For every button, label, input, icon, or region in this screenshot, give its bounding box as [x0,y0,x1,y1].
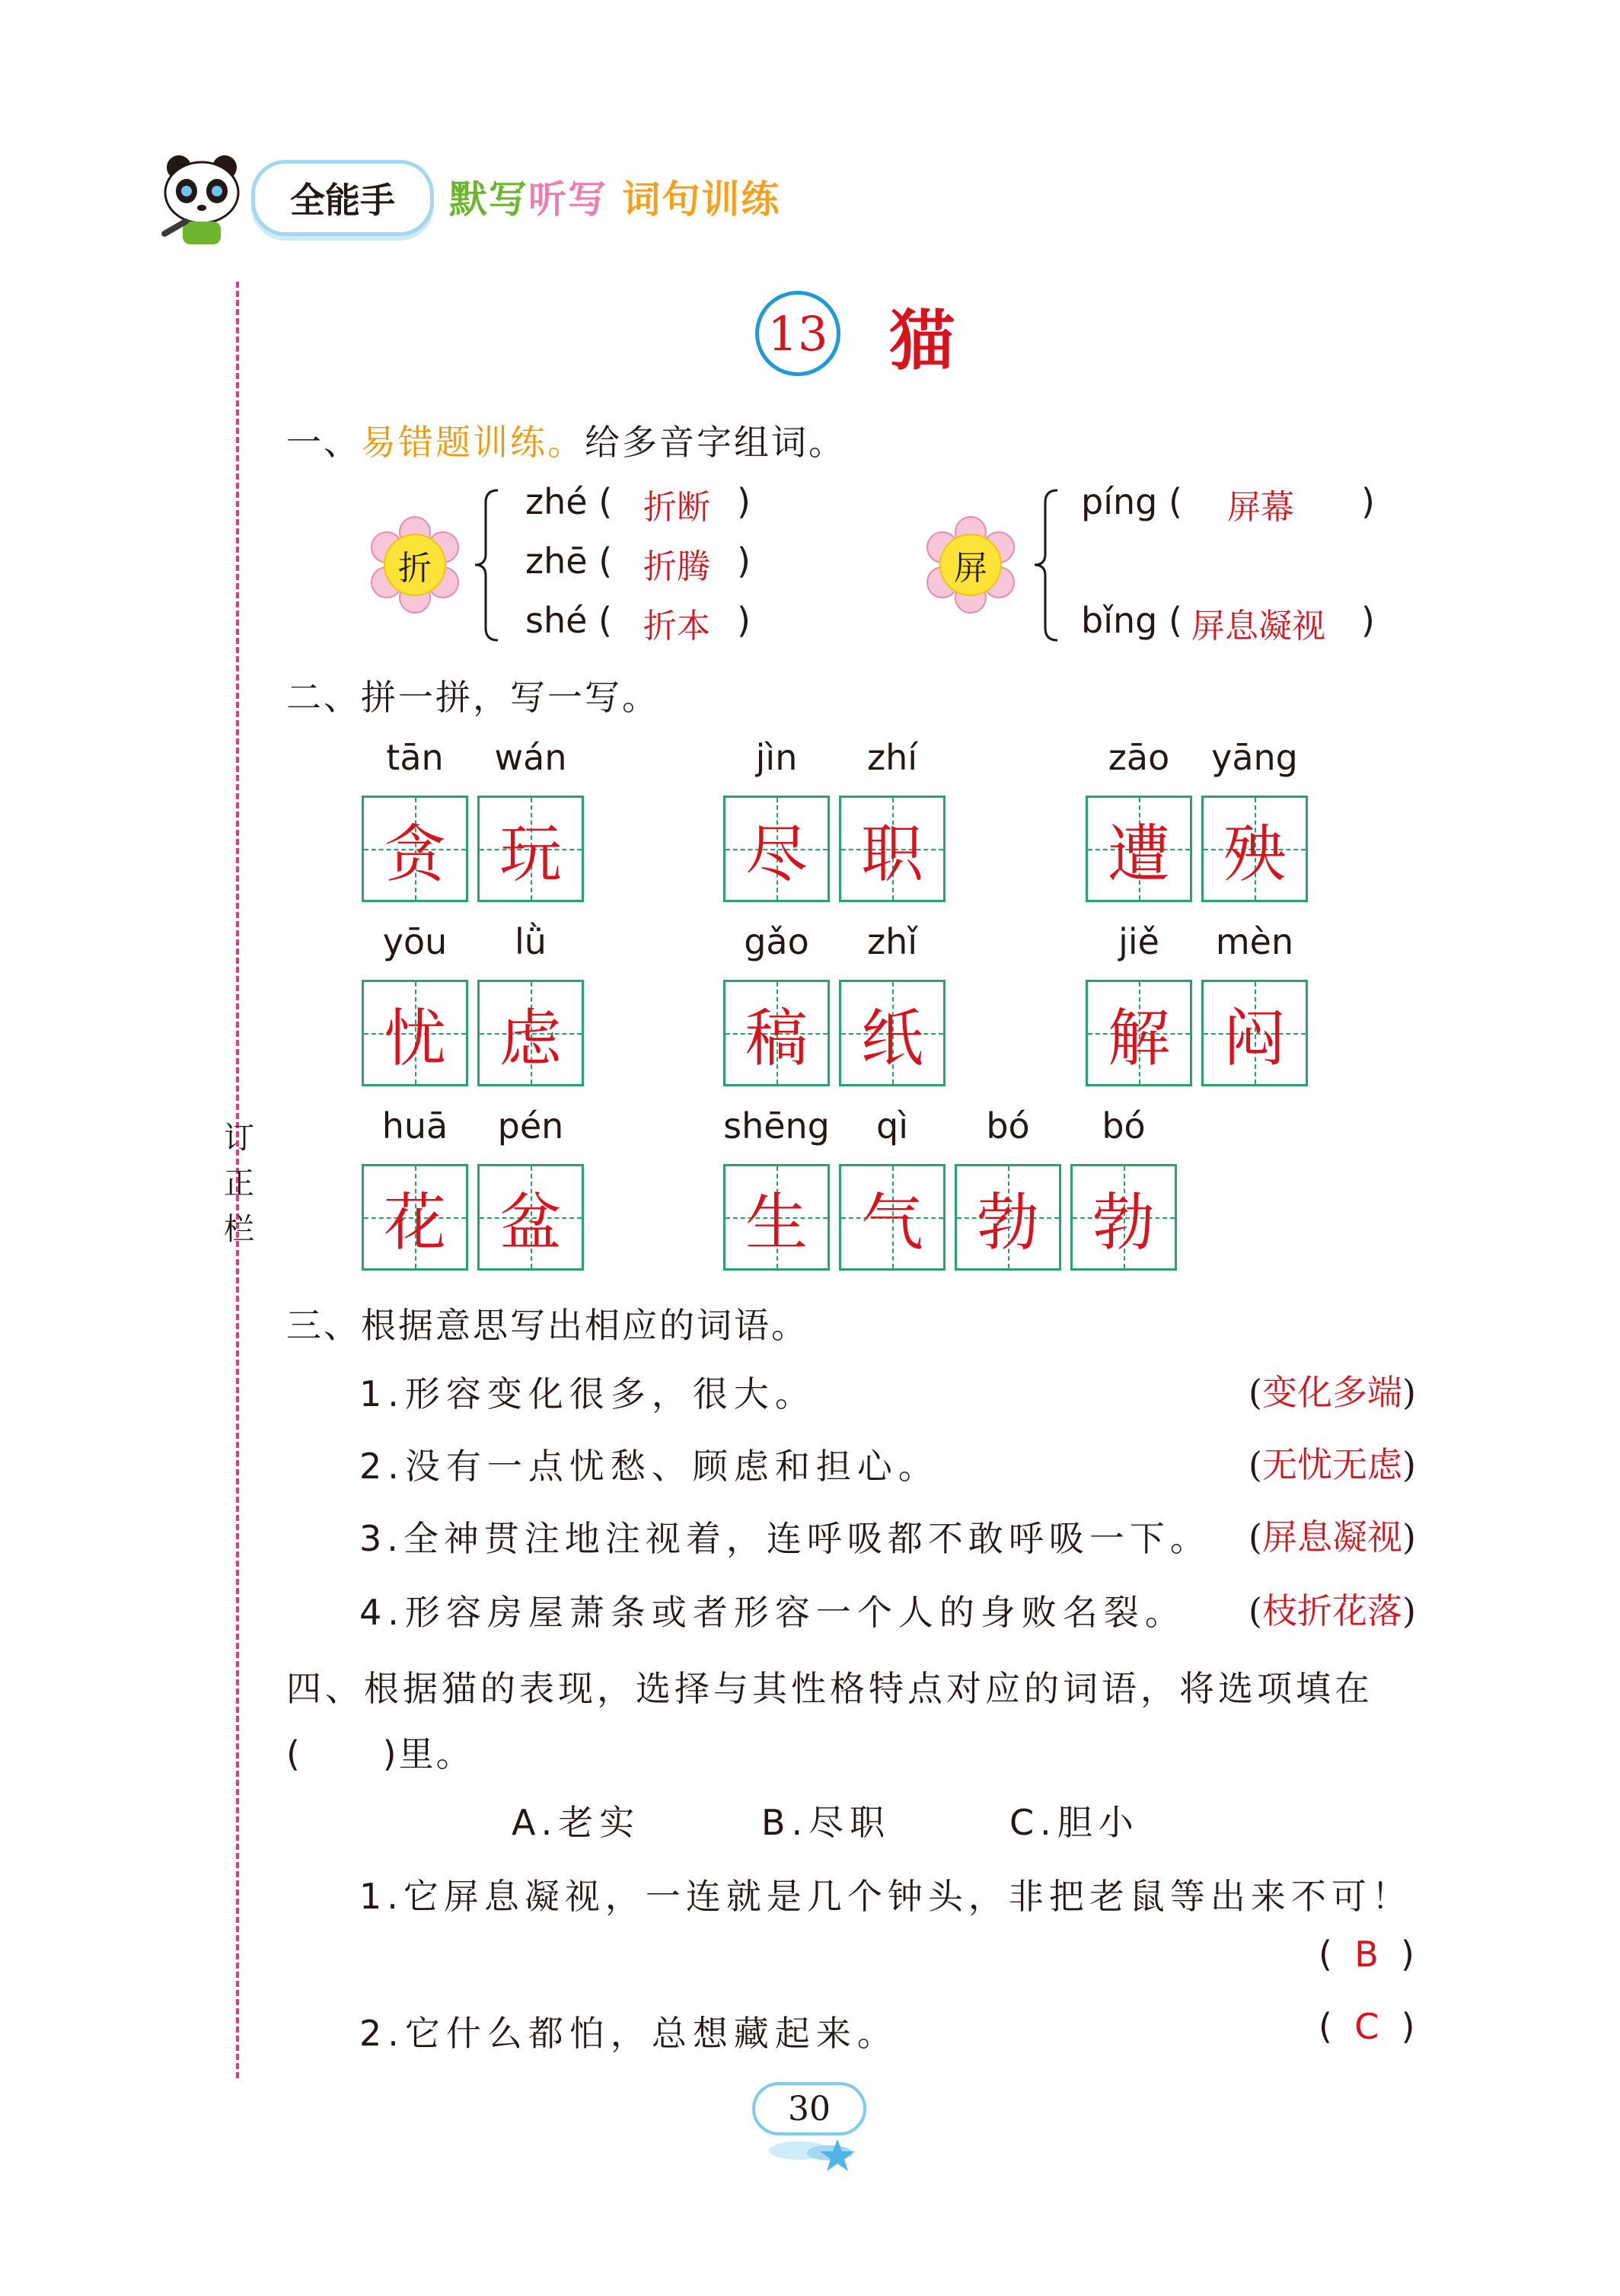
answer-text: 屏息凝视 [1261,1516,1402,1558]
cell-char: 尽 [745,818,808,891]
cell-char: 贪 [383,818,446,891]
cell-char: 殃 [1223,818,1286,891]
answer-line: (无忧无虑) [1248,1444,1416,1485]
pinyin-label: huā [381,1105,448,1146]
pinyin-label: zhǐ [866,921,918,962]
answer-line: (屏息凝视) [1248,1516,1416,1558]
page-number: 30 [752,2082,866,2135]
brace-icon [1032,487,1062,643]
answer-text: 无忧无虑 [1261,1444,1402,1485]
answer-text: 折本 [643,607,710,646]
pinyin-label: yāng [1211,737,1298,778]
writing-cell [1086,980,1192,1086]
py-line [525,541,612,582]
cell-char: 闷 [1223,1002,1286,1075]
cell-char: 生 [745,1186,808,1259]
pinyin-label: píng ( [1081,481,1182,522]
writing-cell [477,980,584,1086]
writing-cell [1070,1164,1177,1271]
section4-heading-line1: 四、根据猫的表现，选择与其性格特点对应的词语，将选项填在 [286,1668,1373,1709]
section4-heading-line2: ( )里。 [286,1733,474,1775]
writing-cell [477,1164,584,1271]
answer-line: ( B ) [1319,1934,1414,1975]
pinyin-label: jìn [755,737,798,778]
polyphone-char-1: 折 [398,549,432,588]
question-text: 3.全神贯注地注视着，连呼吸都不敢呼吸一下。 [359,1518,1210,1559]
answer-text: C [1354,2006,1379,2047]
writing-cell [839,796,946,902]
py-line [1081,481,1182,522]
answer-text: 变化多端 [1261,1372,1402,1413]
question-text: 1.形容变化很多，很大。 [359,1373,816,1414]
answer-text: 折断 [643,488,710,527]
cell-char: 解 [1107,1002,1170,1075]
section1-heading [286,415,846,465]
subtitle-part-3: 词句训练 [622,177,781,222]
cell-char: 忧 [383,1002,446,1075]
series-subtitle [449,169,780,224]
writing-cell [362,796,468,902]
cloud-star-icon [754,2132,875,2177]
pinyin-label: zhé ( [525,481,613,522]
writing-cell [955,1164,1061,1271]
pinyin-label: zhí [866,737,918,778]
panda-mascot-icon [152,148,251,247]
answer-line: ( C ) [1319,2006,1415,2047]
pinyin-label: gǎo [744,921,809,962]
pinyin-label: bǐng ( [1081,600,1182,641]
section1-instruction: 给多音字组词。 [585,422,846,463]
section1-number: 一、 [286,422,361,463]
writing-cell [1201,980,1308,1086]
correction-column-label: 订正栏 [224,1121,254,1247]
py-line [525,481,612,522]
paren-close: ) [737,541,751,582]
writing-cell [723,980,830,1086]
subtitle-part-2: 听写 [528,177,608,222]
cell-char: 勃 [1092,1186,1155,1259]
cell-char: 遭 [1107,818,1170,891]
question-text: 2.它什么都怕，总想藏起来。 [359,2013,898,2054]
cell-char: 勃 [976,1186,1039,1259]
pinyin-label: tān [386,737,444,778]
writing-cell [839,1164,946,1271]
writing-cell [723,1164,830,1271]
answer-line: (枝折花落) [1248,1590,1416,1631]
brand-name: 全能手 [290,180,395,221]
pinyin-label: qì [876,1105,908,1146]
pinyin-label: mèn [1215,921,1294,962]
pinyin-label: bó [1102,1105,1146,1146]
pinyin-label: bó [986,1105,1030,1146]
question-text: 4.形容房屋萧条或者形容一个人的身败名裂。 [359,1592,1186,1633]
option-b: B.尽职 [761,1802,891,1843]
cell-char: 玩 [499,818,562,891]
section2-heading: 二、拼一拼，写一写。 [286,677,659,718]
question-text: 1.它屏息凝视，一连就是几个钟头，非把老鼠等出来不可！ [359,1876,1412,1917]
brace-icon [472,487,502,643]
pinyin-label: wán [494,737,567,778]
cell-char: 职 [860,818,923,891]
pinyin-label: yōu [382,921,448,962]
section1-highlight: 易错题训练。 [361,422,585,463]
answer-line: (变化多端) [1248,1372,1416,1413]
brand-badge [251,160,434,236]
option-a: A.老实 [512,1802,641,1843]
writing-cell [477,796,584,902]
answer-text: 屏幕 [1227,488,1294,527]
paren-close: ) [737,481,751,522]
cell-char: 盆 [499,1186,562,1259]
answer-text: 屏息凝视 [1191,607,1325,646]
pinyin-label: zāo [1108,737,1170,778]
py-line [1081,600,1182,641]
lesson-title: 猫 [889,302,955,379]
pinyin-label: jiě [1118,921,1159,962]
subtitle-part-1: 默写 [449,177,528,222]
py-line [525,600,612,641]
pinyin-label: shēng [723,1105,830,1146]
lesson-number: 13 [755,291,840,376]
cell-char: 虑 [499,1002,562,1075]
question-text: 2.没有一点忧愁、顾虑和担心。 [359,1446,939,1487]
cell-char: 纸 [860,1002,923,1075]
writing-cell [362,1164,468,1271]
polyphone-char-2: 屏 [954,549,987,588]
cell-char: 花 [383,1186,446,1259]
pinyin-label: pén [497,1105,564,1146]
paren-close: ) [1361,600,1375,641]
answer-text: 枝折花落 [1261,1590,1402,1631]
writing-cell [1086,796,1192,902]
cell-char: 稿 [745,1002,808,1075]
pinyin-label: lǜ [515,921,547,962]
writing-cell [839,980,946,1086]
writing-cell [723,796,830,902]
answer-text: B [1354,1934,1379,1975]
cell-char: 气 [860,1186,923,1259]
option-c: C.胆小 [1009,1802,1140,1843]
pinyin-label: shé ( [525,600,612,641]
writing-cell [1201,796,1308,902]
answer-text: 折腾 [643,547,710,586]
paren-close: ) [737,600,751,641]
writing-cell [362,980,468,1086]
paren-close: ) [1361,481,1375,522]
section3-heading: 三、根据意思写出相应的词语。 [286,1305,808,1346]
pinyin-label: zhē ( [525,541,613,582]
